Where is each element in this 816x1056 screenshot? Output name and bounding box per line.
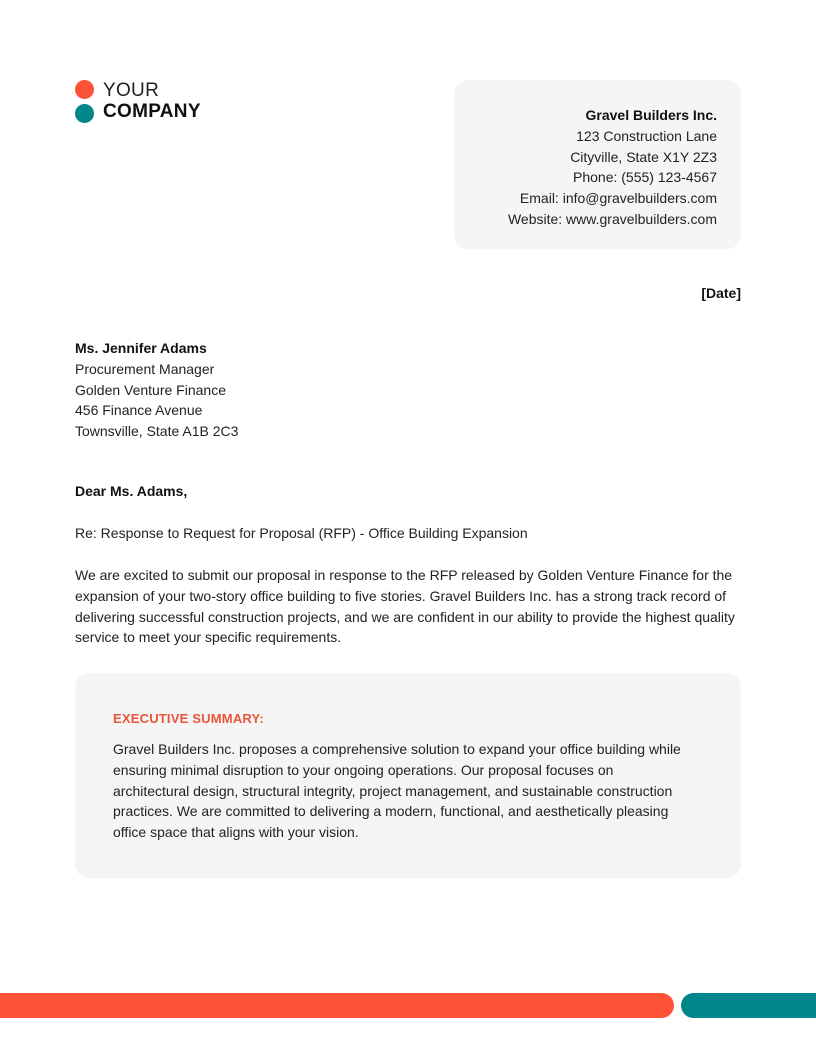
executive-summary-text: Gravel Builders Inc. proposes a comprehensive solution to expand your office building while ensuring minimal disruption to your ongoing operations. Our proposal focuses on architectural design, structural integrity, project management, and sustainable construction practices. We are committed to delivering a modern, functional, and aesthetically pleasing office space that aligns with your vision. — [113, 741, 681, 841]
sender-info-box — [454, 80, 741, 249]
salutation: Dear Ms. Adams, — [75, 483, 188, 499]
recipient-address: 456 Finance Avenue — [75, 402, 203, 419]
recipient-name: Ms. Jennifer Adams — [75, 340, 207, 356]
recipient-organization: Golden Venture Finance — [75, 381, 226, 398]
logo-text-company: COMPANY — [103, 101, 201, 122]
sender-city: Cityville, State X1Y 2Z3 — [570, 148, 717, 165]
footer-teal-bar — [681, 993, 816, 1018]
letter-date: [Date] — [701, 285, 741, 301]
footer-orange-bar — [0, 993, 674, 1018]
company-logo — [75, 80, 235, 130]
recipient-city: Townsville, State A1B 2C3 — [75, 423, 239, 440]
subject-line: Re: Response to Request for Proposal (RFP) - Office Building Expansion — [75, 525, 528, 541]
sender-company: Gravel Builders Inc. — [585, 107, 717, 123]
logo-text-your: YOUR — [103, 80, 160, 101]
recipient-block — [75, 338, 238, 442]
sender-phone: Phone: (555) 123-4567 — [573, 169, 717, 186]
sender-website: Website: www.gravelbuilders.com — [507, 210, 717, 227]
intro-paragraph: We are excited to submit our proposal in response to the RFP released by Golden Venture Finance for the expansion of your two-story office building to five stories. Gravel Builders Inc. has a strong track record of delivering successful construction projects, and we are confident in our ability to provide the highest quality service to meet your specific requirements. — [75, 567, 735, 646]
executive-summary-title: EXECUTIVE SUMMARY: — [113, 711, 264, 726]
logo-orange-dot — [75, 80, 94, 99]
sender-address: 123 Construction Lane — [576, 127, 717, 144]
logo-teal-dot — [75, 104, 94, 123]
sender-email: Email: info@gravelbuilders.com — [519, 190, 717, 207]
executive-summary-box — [75, 673, 741, 878]
recipient-title: Procurement Manager — [75, 360, 215, 377]
